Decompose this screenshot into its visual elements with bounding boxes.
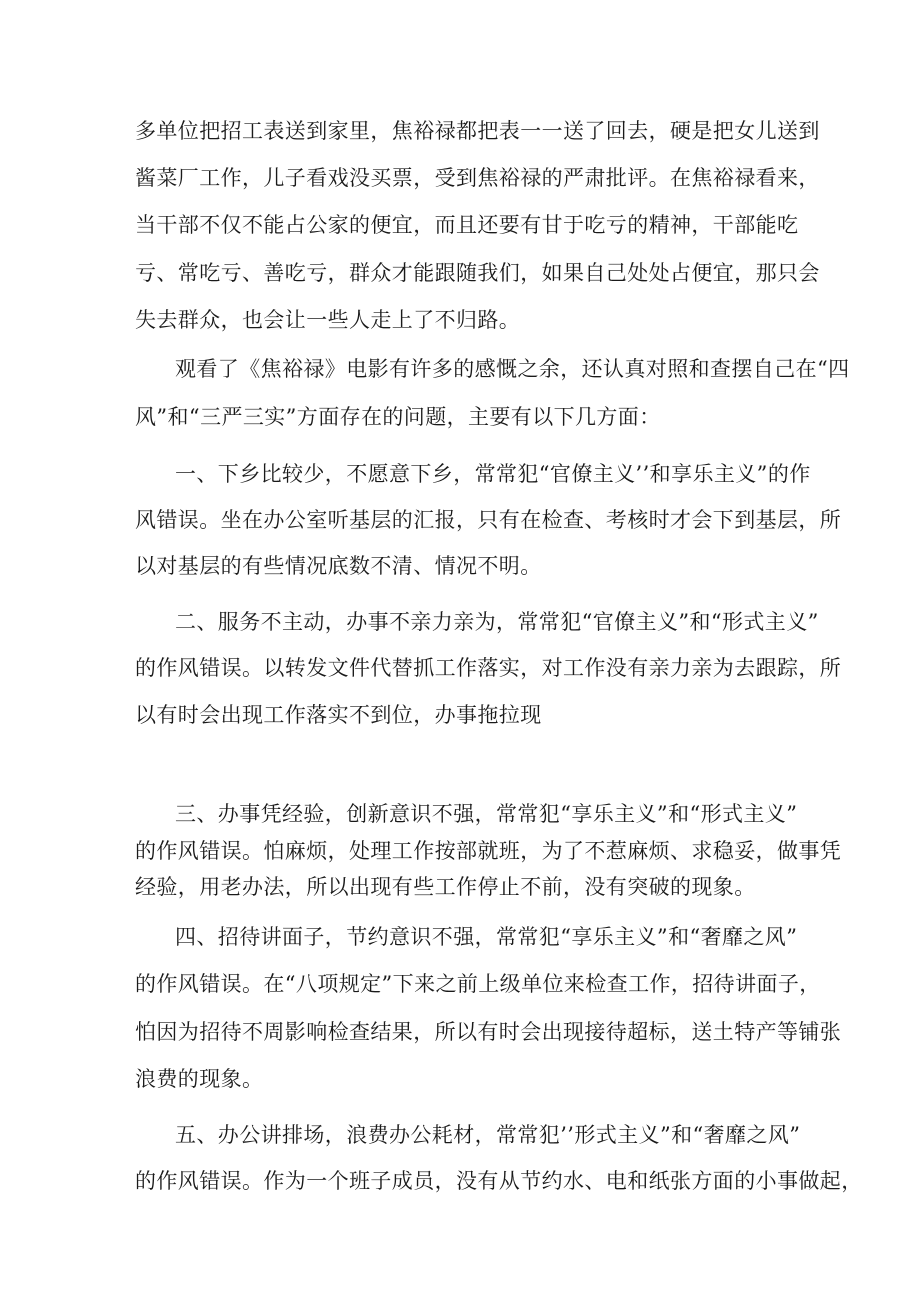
text-line: 经验，用老办法，所以出现有些工作停止不前，没有突破的现象。 bbox=[135, 875, 756, 899]
text-line: 二、服务不主动，办事不亲力亲为，常常犯“官僚主义”和“形式主义” bbox=[175, 610, 819, 634]
text-line: 以对基层的有些情况底数不清、情况不明。 bbox=[135, 554, 542, 578]
text-line: 亏、常吃亏、善吃亏，群众才能跟随我们，如果自己处处占便宜，那只会 bbox=[135, 261, 820, 285]
text-line: 四、招待讲面子，节约意识不强，常常犯“享乐主义”和“奢靡之风” bbox=[175, 925, 798, 949]
text-line: 以有时会出现工作落实不到位，办事拖拉现 bbox=[135, 703, 542, 727]
text-line: 观看了《焦裕禄》电影有许多的感慨之余，还认真对照和查摆自己在“四 bbox=[175, 357, 850, 381]
text-line: 风错误。坐在办公室听基层的汇报，只有在检查、考核时才会下到基层，所 bbox=[135, 508, 842, 532]
text-line: 失去群众，也会让一些人走上了不归路。 bbox=[135, 308, 521, 332]
text-line: 的作风错误。怕麻烦，处理工作按部就班，为了不惹麻烦、求稳妥，做事凭 bbox=[135, 839, 842, 863]
text-line: 三、办事凭经验，创新意识不强，常常犯“享乐主义”和“形式主义” bbox=[175, 802, 798, 826]
text-line: 的作风错误。在“八项规定”下来之前上级单位来检查工作，招待讲面子， bbox=[135, 972, 821, 996]
text-line: 当干部不仅不能占公家的便宜，而且还要有甘于吃亏的精神，干部能吃 bbox=[135, 213, 799, 237]
text-line: 的作风错误。作为一个班子成员，没有从节约水、电和纸张方面的小事做起， bbox=[135, 1169, 863, 1193]
text-line: 多单位把招工表送到家里，焦裕禄都把表一一送了回去，硬是把女儿送到 bbox=[135, 119, 820, 143]
text-line: 风”和“三严三实”方面存在的问题，主要有以下几方面： bbox=[135, 405, 661, 429]
text-line: 一、下乡比较少，不愿意下乡，常常犯“官僚主义’’和享乐主义”的作 bbox=[175, 462, 811, 486]
text-line: 五、办公讲排场，浪费办公耗材，常常犯’’形式主义”和“奢靡之风” bbox=[175, 1123, 801, 1147]
text-line: 怕因为招待不周影响检查结果，所以有时会出现接待超标，送土特产等铺张 bbox=[135, 1020, 842, 1044]
text-line: 的作风错误。以转发文件代替抓工作落实，对工作没有亲力亲为去跟踪，所 bbox=[135, 656, 842, 680]
text-line: 浪费的现象。 bbox=[135, 1067, 264, 1091]
text-line: 酱菜厂工作，儿子看戏没买票，受到焦裕禄的严肃批评。在焦裕禄看来， bbox=[135, 166, 820, 190]
